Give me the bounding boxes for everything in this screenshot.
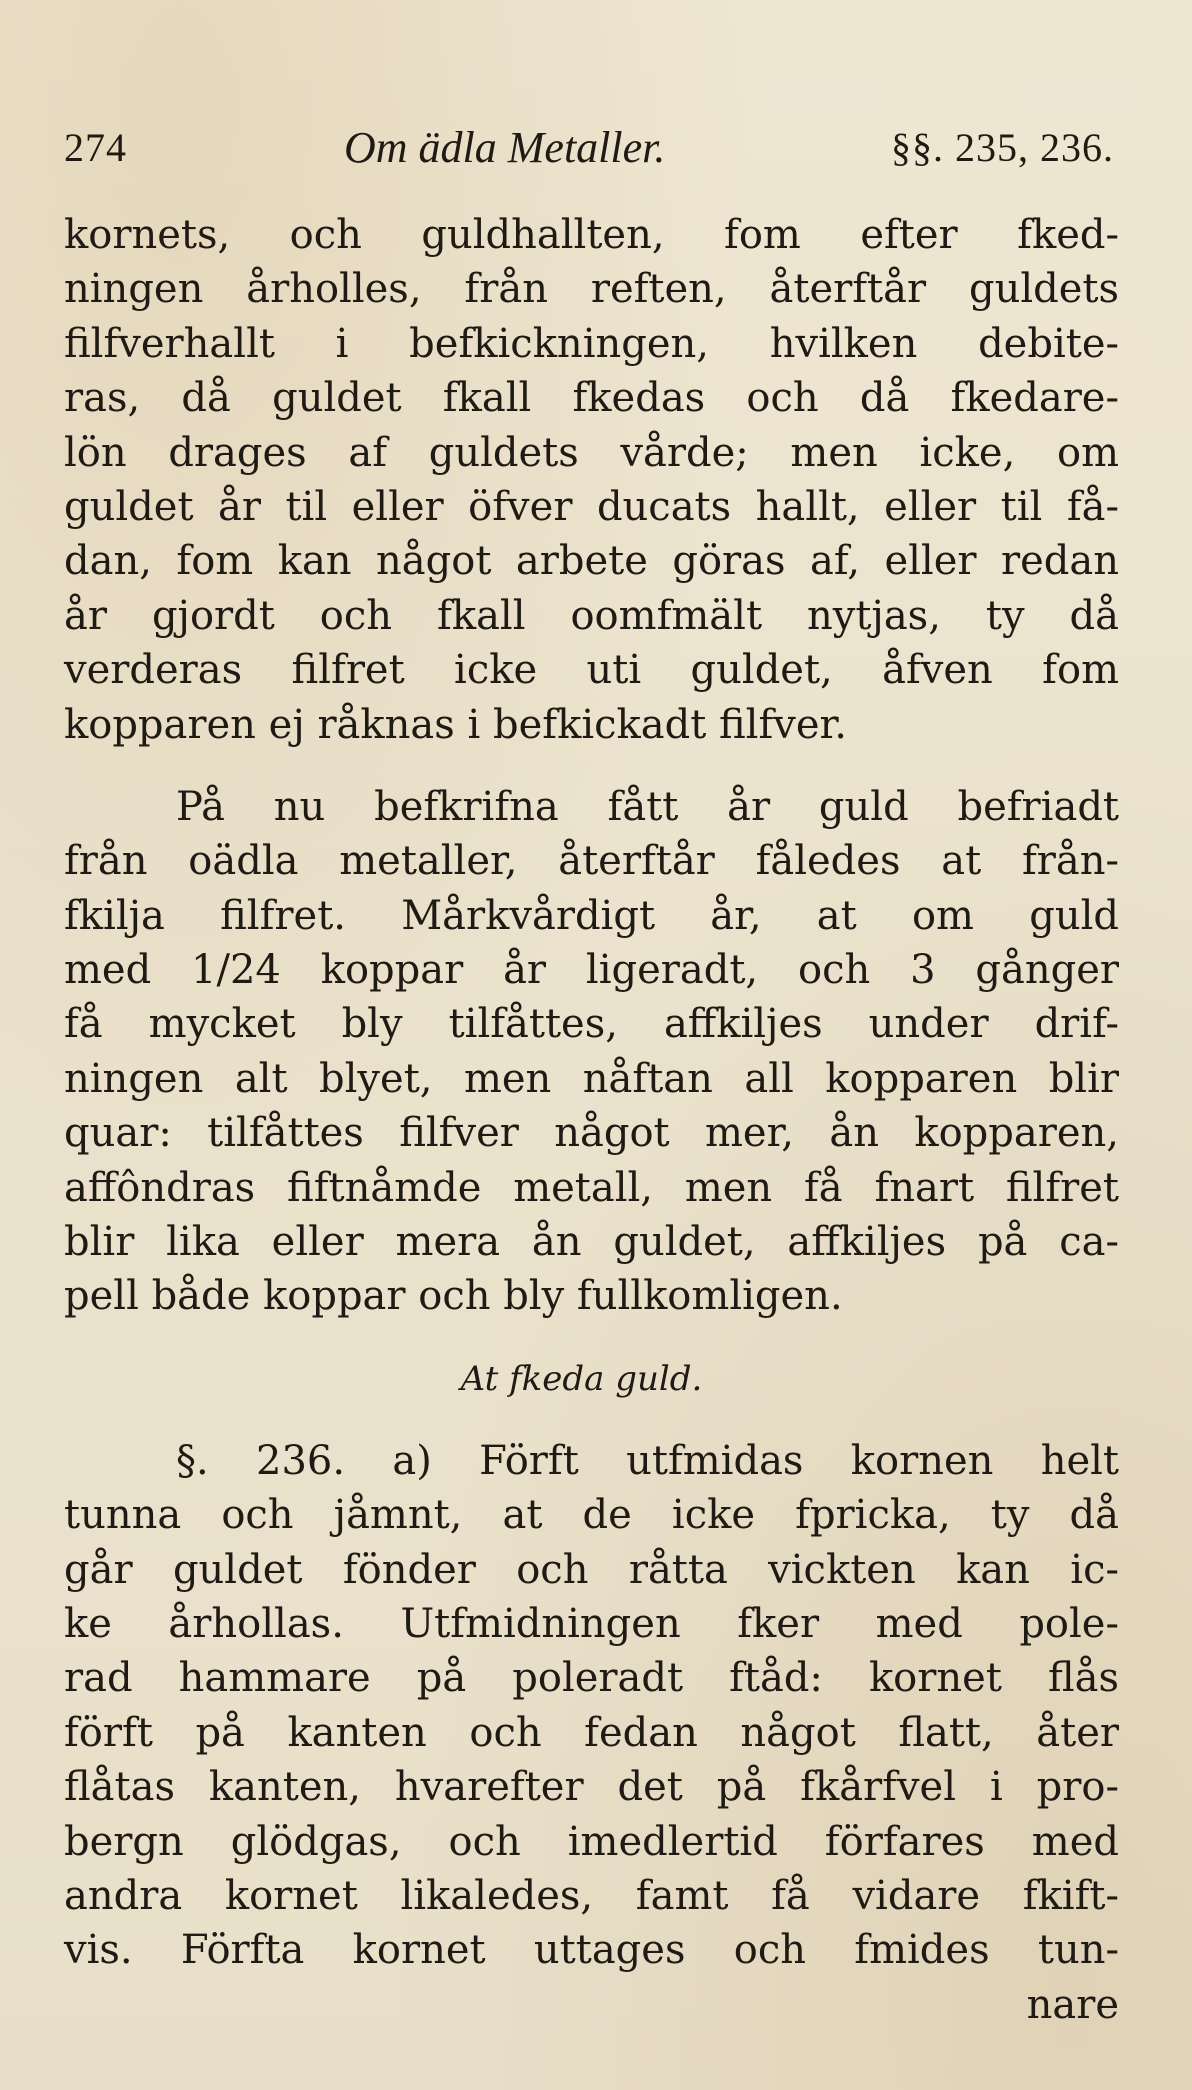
text-line: pell både koppar och bly fullkomligen. [64, 1273, 843, 1320]
text-line: kornets, och guldhallten, fom efter fked- [64, 212, 1119, 258]
running-head [64, 118, 1114, 178]
text-line: ras, då guldet fkall fkedas och då fkedare- [64, 375, 1119, 422]
text-line: quar: tilfåttes filfver något mer, ån kopparen, [64, 1110, 1119, 1157]
text-line: år gjordt och fkall oomfmält nytjas, ty då [64, 592, 1119, 639]
text-line: affôndras fiftnåmde metall, men få fnart filfret [64, 1164, 1119, 1211]
paragraph-3 [64, 1434, 1119, 2032]
subheading: At fkeda guld. [460, 1358, 703, 1399]
text-line: förft på kanten och fedan något flatt, åter [64, 1709, 1119, 1756]
text-line: ke århollas. Utfmidningen fker med pole- [64, 1600, 1119, 1647]
text-line: andra kornet likaledes, famt få vidare fkift- [64, 1872, 1119, 1919]
text-line: verderas filfret icke uti guldet, åfven fom [64, 647, 1119, 694]
text-line: kopparen ej råknas i befkickadt filfver. [64, 701, 847, 748]
text-line: få mycket bly tilfåttes, affkiljes under drif- [64, 1001, 1119, 1048]
text-line: går guldet fönder och råtta vickten kan ic- [64, 1546, 1119, 1593]
text-line: tunna och jåmnt, at de icke fpricka, ty då [64, 1492, 1119, 1539]
text-line: ningen årholles, från reften, återftår guldets [64, 266, 1119, 313]
text-line: På nu befkrifna fått år guld befriadt [176, 783, 1119, 830]
body-text [64, 208, 1119, 2032]
text-line: från oädla metaller, återftår fåledes at från- [64, 838, 1119, 885]
text-line: rad hammare på poleradt ftåd: kornet flås [64, 1655, 1119, 1702]
text-line: fkilja filfret. Mårkvårdigt år, at om guld [64, 892, 1119, 939]
text-line: ningen alt blyet, men nåftan all kopparen blir [64, 1055, 1119, 1102]
text-line: §. 236. a) Förft utfmidas kornen helt [176, 1437, 1119, 1484]
text-line: vis. Förfta kornet uttages och fmides tun- [64, 1927, 1119, 1974]
text-line: bergn glödgas, och imedlertid förfares med [64, 1818, 1119, 1865]
section-reference: §§. 235, 236. [891, 125, 1114, 170]
text-line: dan, fom kan något arbete göras af, eller redan [64, 538, 1119, 585]
paragraph-gap [64, 752, 1119, 780]
header-title: Om ädla Metaller. [344, 123, 666, 172]
page-number: 274 [64, 125, 127, 170]
paragraph-2 [64, 780, 1119, 1324]
text-line: guldet år til eller öfver ducats hallt, eller til få- [64, 483, 1119, 530]
text-line: flåtas kanten, hvarefter det på fkårfvel i pro- [64, 1764, 1119, 1811]
text-line: filfverhallt i befkickningen, hvilken debite- [64, 320, 1119, 367]
text-line: med 1/24 koppar år ligeradt, och 3 gånger [64, 947, 1119, 994]
paragraph-1 [64, 208, 1119, 752]
text-line: blir lika eller mera ån guldet, affkiljes på ca- [64, 1219, 1119, 1266]
catchword: nare [1026, 1981, 1119, 2028]
text-line: lön drages af guldets vårde; men icke, om [64, 429, 1119, 476]
